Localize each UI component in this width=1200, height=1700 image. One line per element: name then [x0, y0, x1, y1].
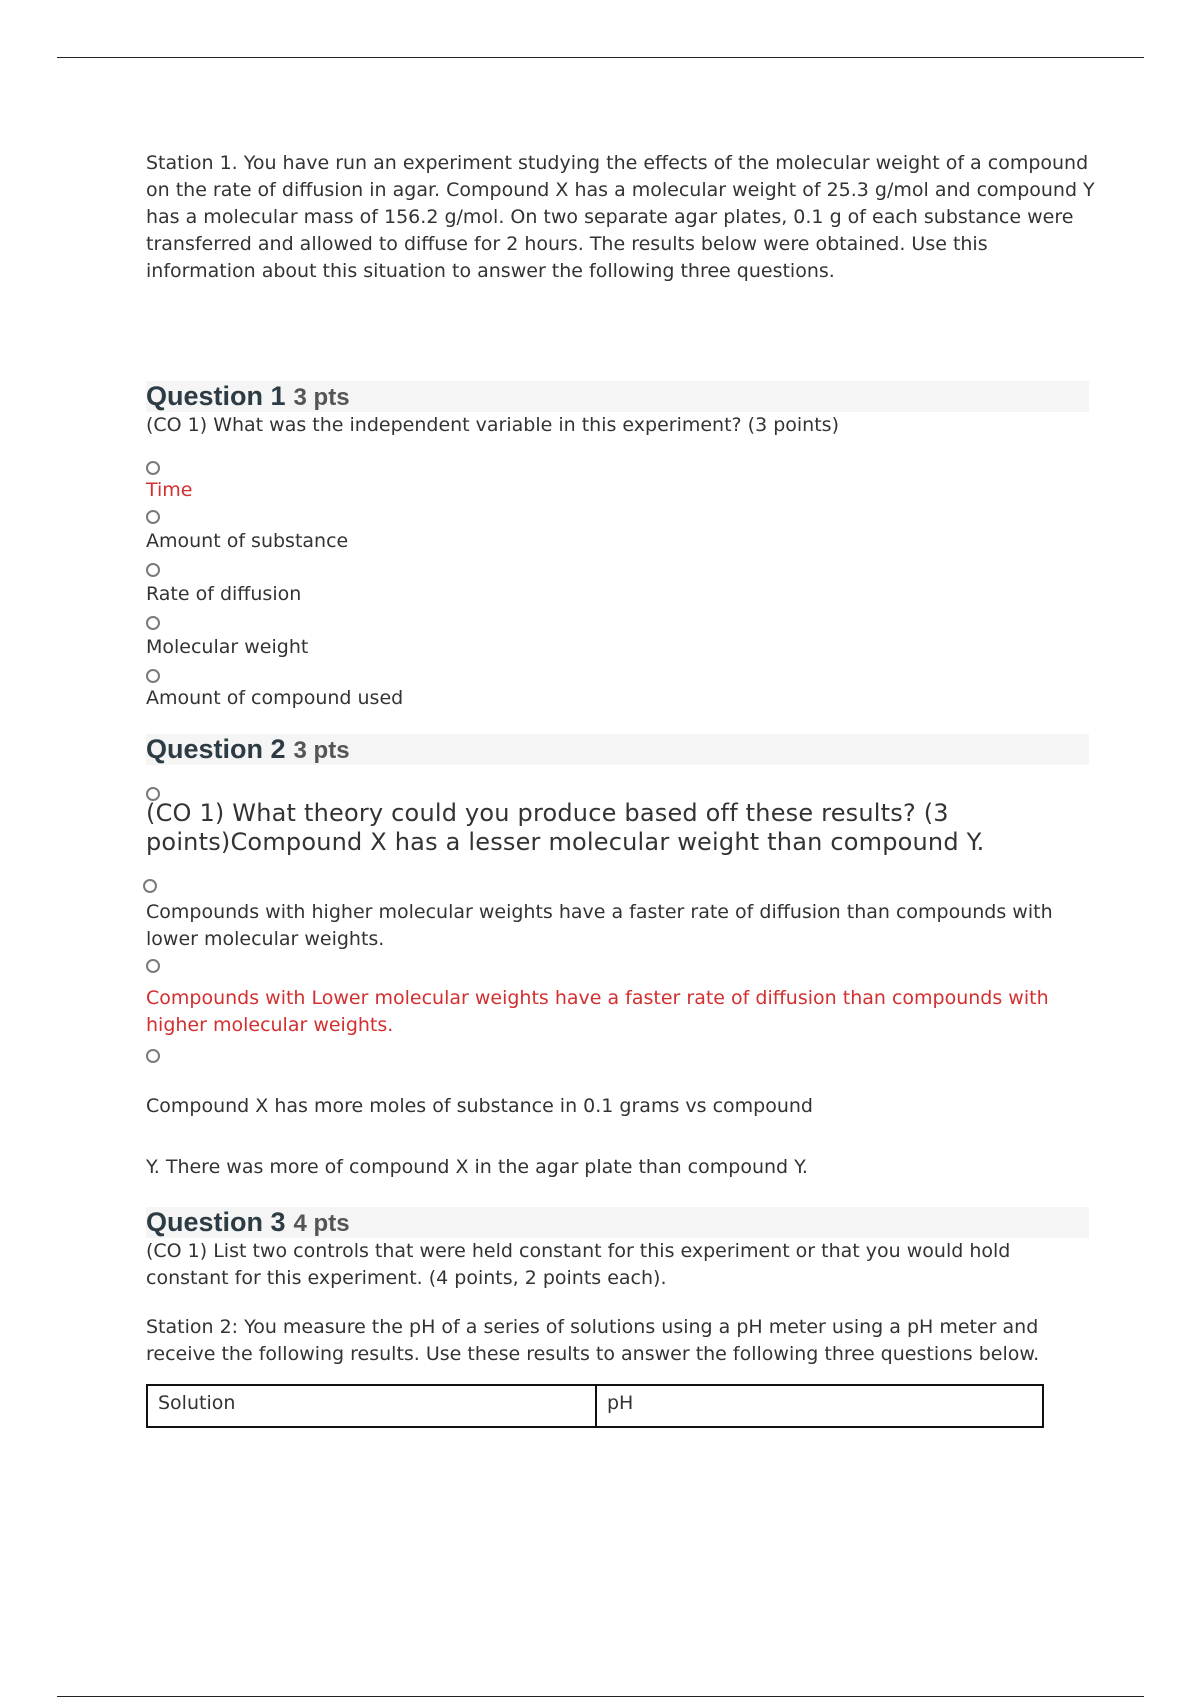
- ph-table: [146, 1384, 1044, 1428]
- option-q1-amount-compound: Amount of compound used: [146, 687, 404, 709]
- question3-title: Question 3: [146, 1207, 286, 1237]
- option-q1-time: Time: [146, 479, 193, 501]
- question1-text: (CO 1) What was the independent variable in this experiment? (3 points): [146, 414, 839, 436]
- option-q2-lower-faster: Compounds with Lower molecular weights have a faster rate of diffusion than compounds with higher molecular weights.: [146, 987, 1049, 1036]
- question1-title: Question 1: [146, 381, 286, 411]
- ph-table-header-ph: pH: [596, 1385, 1043, 1427]
- radio-q2-higher-faster[interactable]: [143, 879, 157, 893]
- station2-intro: Station 2: You measure the pH of a series of solutions using a pH meter using a pH meter and receive the following results. Use these results to answer the following three questions below.: [146, 1316, 1040, 1365]
- question3-header: [146, 1207, 1089, 1238]
- document-body: [146, 150, 1096, 1428]
- option-q1-rate-diffusion: Rate of diffusion: [146, 583, 302, 605]
- radio-q2-more-moles[interactable]: [146, 1049, 160, 1063]
- top-rule: [57, 57, 1144, 58]
- radio-q1-molecular-weight[interactable]: [146, 616, 160, 630]
- option-q2-more-moles-continued: Y. There was more of compound X in the agar plate than compound Y.: [146, 1156, 808, 1178]
- question2-header: [146, 734, 1089, 765]
- ph-table-header-row: [147, 1385, 1043, 1427]
- option-q2-more-moles: Compound X has more moles of substance in 0.1 grams vs compound: [146, 1095, 813, 1117]
- radio-q1-rate-diffusion[interactable]: [146, 563, 160, 577]
- question3-points: 4 pts: [293, 1210, 350, 1237]
- bottom-rule: [57, 1696, 1144, 1697]
- question2-points: 3 pts: [293, 737, 350, 764]
- option-q2-higher-faster: Compounds with higher molecular weights have a faster rate of diffusion than compounds with lower molecular weights.: [146, 901, 1053, 950]
- question3-text: (CO 1) List two controls that were held constant for this experiment or that you would hold constant for this experiment. (4 points, 2 points each).: [146, 1240, 1011, 1289]
- question2-title: Question 2: [146, 734, 286, 764]
- option-q1-molecular-weight: Molecular weight: [146, 636, 309, 658]
- radio-q1-amount-substance[interactable]: [146, 510, 160, 524]
- question1-header: [146, 381, 1089, 412]
- option-q1-amount-substance: Amount of substance: [146, 530, 349, 552]
- ph-table-header-solution: Solution: [147, 1385, 596, 1427]
- radio-q2-lower-faster[interactable]: [146, 959, 160, 973]
- station1-intro: Station 1. You have run an experiment studying the effects of the molecular weight of a compound on the rate of diffusion in agar. Compound X has a molecular weight of 25.3 g/mol and compound Y has a molecular mass of 156.2 g/mol. On two separate agar plates, 0.1 g of each substance were transferred and allowed to diffuse for 2 hours. The results below were obtained. Use this information about this situation to answer the following three questions.: [146, 152, 1095, 282]
- question2-text: (CO 1) What theory could you produce based off these results? (3 points)Compound X has a lesser molecular weight than compound Y.: [146, 799, 985, 856]
- radio-q1-time[interactable]: [146, 461, 160, 475]
- radio-q1-amount-compound[interactable]: [146, 669, 160, 683]
- question1-points: 3 pts: [293, 384, 350, 411]
